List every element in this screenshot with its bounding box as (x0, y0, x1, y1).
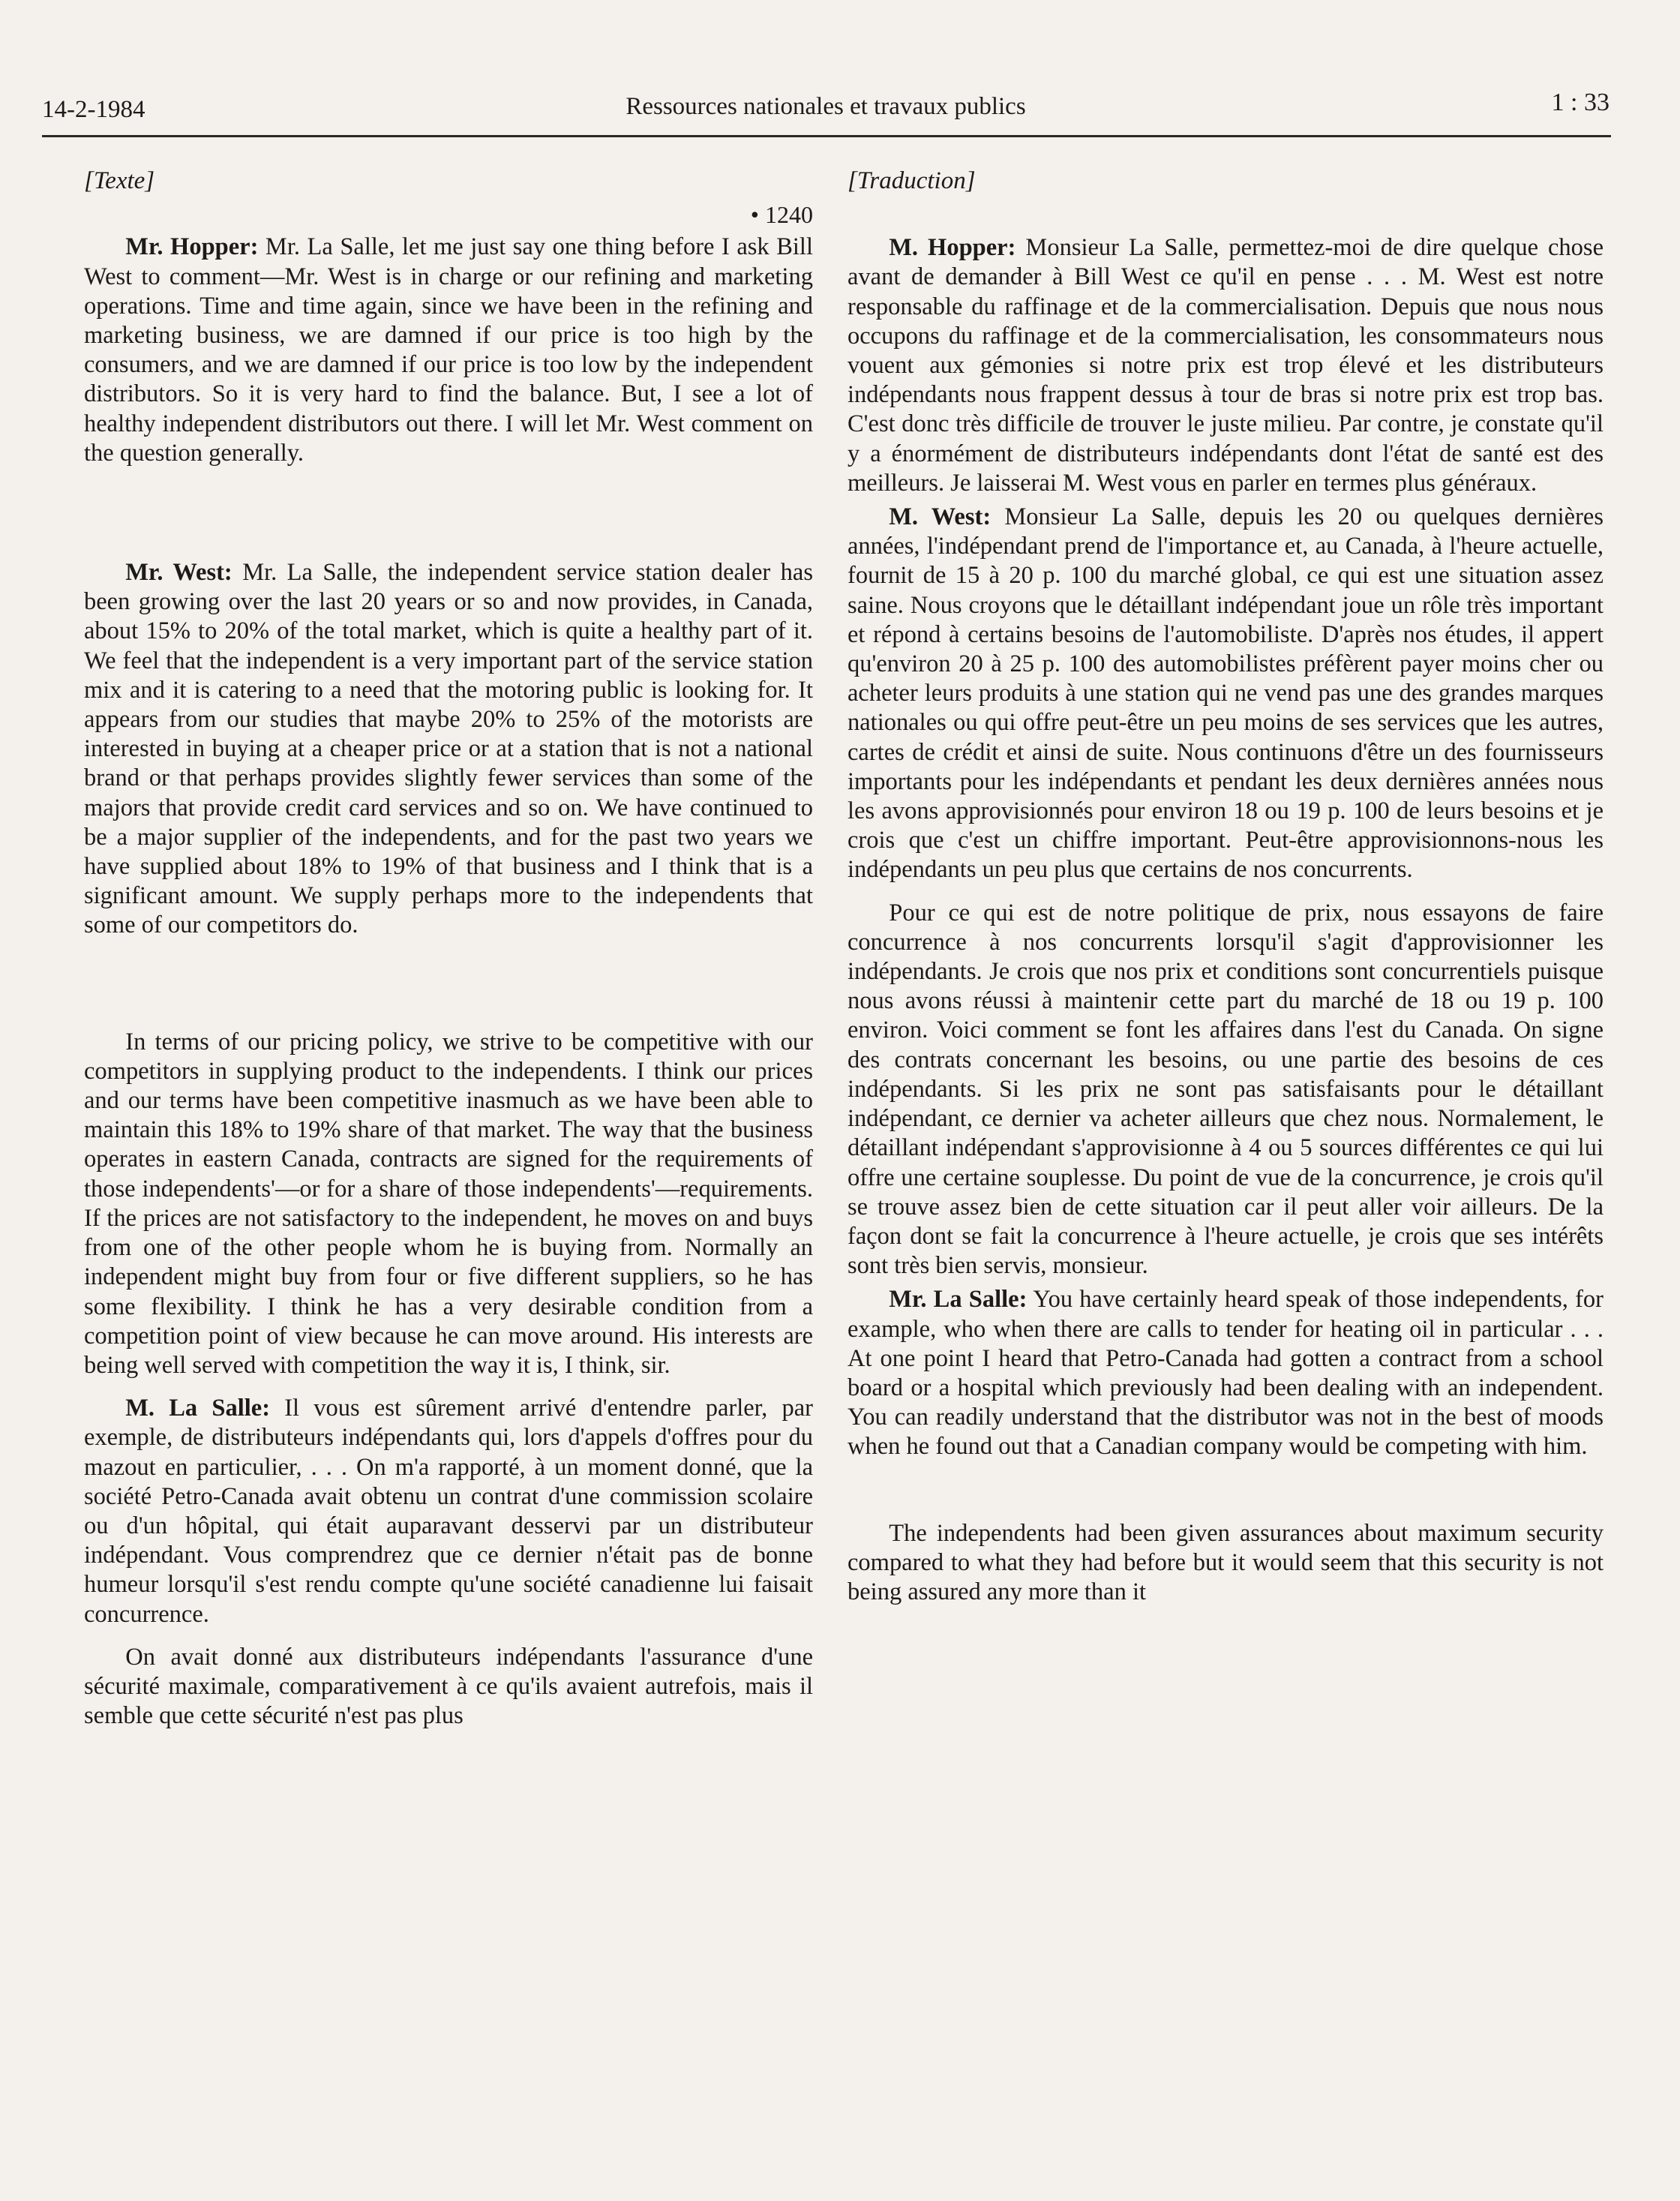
right-paragraph-5 (848, 1519, 1604, 1608)
header-title: Ressources nationales et travaux publics (626, 93, 1026, 120)
right-column (848, 167, 1604, 1607)
left-column (84, 167, 813, 1731)
right-text-1: Monsieur La Salle, permettez-moi de dire quelque chose avant de demander à Bill West ce qu'il en pense . . . M. West est notre responsable du raffinage et de la commercialisation. Depuis que nous nous occupons du raffinage et de la commercialisation, les consommateurs nous vouent aux gémonies si notre prix est trop élevé et les distributeurs indépendants nous frappent dessus à tour de bras si notre prix est trop bas. C'est donc très difficile de trouver le juste milieu. Par contre, je constate qu'il y a énormément de distributeurs indépendants dont l'état de santé est des meilleurs. Je laisserai M. West vous en parler en termes plus généraux. (848, 234, 1604, 497)
left-paragraph-5 (84, 1643, 813, 1731)
left-text-1: Mr. La Salle, let me just say one thing before I ask Bill West to comment—Mr. West is in charge or our refining and marketing operations. Time and time again, since we have been in the refining and marketing business, we are damned if our price is too high by the consumers, and we are damned if our price is too low by the independent distributors. So it is very hard to find the balance. But, I see a lot of healthy independent distributors out there. I will let Mr. West comment on the question generally. (84, 233, 813, 467)
right-paragraph-4 (848, 1285, 1604, 1461)
left-paragraph-4 (84, 1394, 813, 1629)
right-column-label: [Traduction] (848, 167, 976, 194)
header-page-number: 1 : 33 (1551, 89, 1610, 116)
right-paragraph-3 (848, 899, 1604, 1281)
right-paragraph-2 (848, 503, 1604, 885)
right-text-3: Pour ce qui est de notre politique de prix, nous essayons de faire concurrence à nos concurrents lorsqu'il s'agit d'approvisionner les indépendants. Je crois que nos prix et conditions sont concurrentiels puisque nous avons réussi à maintenir cette part du marché de 18 ou 19 p. 100 environ. Voici comment se font les affaires dans l'est du Canada. On signe des contrats concernant les besoins, ou une partie des besoins de ces indépendants. Si les prix ne sont pas satisfaisants pour le détaillant indépendant, ce dernier va acheter ailleurs que chez nous. Normalement, le détaillant indépendant s'approvisionne à 4 ou 5 sources différentes ce qui lui offre une certaine souplesse. Du point de vue de la concurrence, je crois qu'il se trouve assez bien de cette situation car il peut aller voir ailleurs. De la façon dont se fait la concurrence à l'heure actuelle, je crois que ses intérêts sont très bien servis, monsieur. (848, 899, 1604, 1280)
right-text-2: Monsieur La Salle, depuis les 20 ou quelques dernières années, l'indépendant prend de l'importance et, au Canada, à l'heure actuelle, fournit de 15 à 20 p. 100 du marché global, ce qui est une situation assez saine. Nous croyons que le détaillant indépendant joue un rôle très important et répond à certains besoins de l'automobiliste. D'après nos études, il appert qu'environ 20 à 25 p. 100 des automobilistes préfèrent payer moins cher ou acheter leurs produits à une station qui ne vend pas une des grandes marques nationales ou qui offre peut-être un peu moins de ses services que les autres, cartes de crédit et ainsi de suite. Nous continuons d'être un des fournisseurs importants pour les indépendants et pendant les deux dernières années nous les avons approvisionnés pour environ 18 ou 19 p. 100 de leurs besoins et je crois que c'est un chiffre important. Peut-être approvisionnons-nous les indépendants un peu plus que certains de nos concurrents. (848, 503, 1604, 884)
header-date: 14-2-1984 (42, 96, 146, 123)
left-column-label: [Texte] (84, 167, 155, 194)
left-paragraph-3 (84, 1028, 813, 1380)
left-speaker-2: Mr. West: (125, 559, 232, 587)
left-text-3: In terms of our pricing policy, we strive to be competitive with our competitors in supplying product to the independents. I think our prices and our terms have been competitive inasmuch as we have been able to maintain this 18% to 19% share of that market. The way that the business operates in eastern Canada, contracts are signed for the requirements of those independents'—or for a share of those independents'—requirements. If the prices are not satisfactory to the independent, he moves on and buys from one of the other people whom he is buying from. Normally an independent might buy from four or five different suppliers, so he has some flexibility. I think he has a very desirable condition from a competition point of view because he can move around. His interests are being well served with competition the way it is, I think, sir. (84, 1028, 813, 1379)
page-header (42, 89, 1610, 134)
right-text-5: The independents had been given assurances about maximum security compared to what they had before but it would seem that this security is not being assured any more than it (848, 1519, 1604, 1605)
right-paragraph-1 (848, 233, 1604, 498)
left-text-2: Mr. La Salle, the independent service station dealer has been growing over the last 20 years or so and now provides, in Canada, about 15% to 20% of the total market, which is quite a healthy part of it. We feel that the independent is a very important part of the service station mix and it is catering to a need that the motoring public is looking for. It appears from our studies that maybe 20% to 25% of the motorists are interested in buying at a cheaper price or at a station that is not a national brand or that perhaps provides slightly fewer services than some of the majors that provide credit card services and so on. We have continued to be a major supplier of the independents, and for the past two years we have supplied about 18% to 19% of that business and I think that is a significant amount. We supply perhaps more to the independents that some of our competitors do. (84, 559, 813, 939)
right-speaker-2: M. West: (889, 503, 992, 531)
left-text-4: Il vous est sûrement arrivé d'entendre parler, par exemple, de distributeurs indépendants qui, lors d'appels d'offres pour du mazout en particulier, . . . On m'a rapporté, à un moment donné, que la société Petro-Canada avait obtenu un contrat d'une commission scolaire ou d'un hôpital, qui était auparavant desservi par un distributeur indépendant. Vous comprendrez que ce dernier n'était pas de bonne humeur lorsqu'il s'est rendu compte qu'une société canadienne lui faisait concurrence. (84, 1395, 814, 1628)
left-paragraph-2 (84, 558, 813, 941)
header-rule (42, 135, 1611, 137)
right-speaker-1: M. Hopper: (889, 234, 1016, 262)
right-speaker-4: Mr. La Salle: (889, 1286, 1028, 1314)
left-speaker-4: M. La Salle: (125, 1395, 271, 1422)
right-text-4: You have certainly heard speak of those independents, for example, who when there are calls to tender for heating oil in particular . . . At one point I heard that Petro-Canada had gotten a contract from a school board or a hospital which previously had been dealing with an independent. You can readily understand that the distributor was not in the best of moods when he found out that a Canadian company would be competing with him. (848, 1286, 1604, 1461)
time-marker: • 1240 (750, 201, 813, 229)
left-text-5: On avait donné aux distributeurs indépendants l'assurance d'une sécurité maximale, comparativement à ce qu'ils avaient autrefois, mais il semble que cette sécurité n'est pas plus (84, 1643, 813, 1730)
left-paragraph-1 (84, 233, 813, 468)
left-speaker-1: Mr. Hopper: (125, 233, 259, 261)
